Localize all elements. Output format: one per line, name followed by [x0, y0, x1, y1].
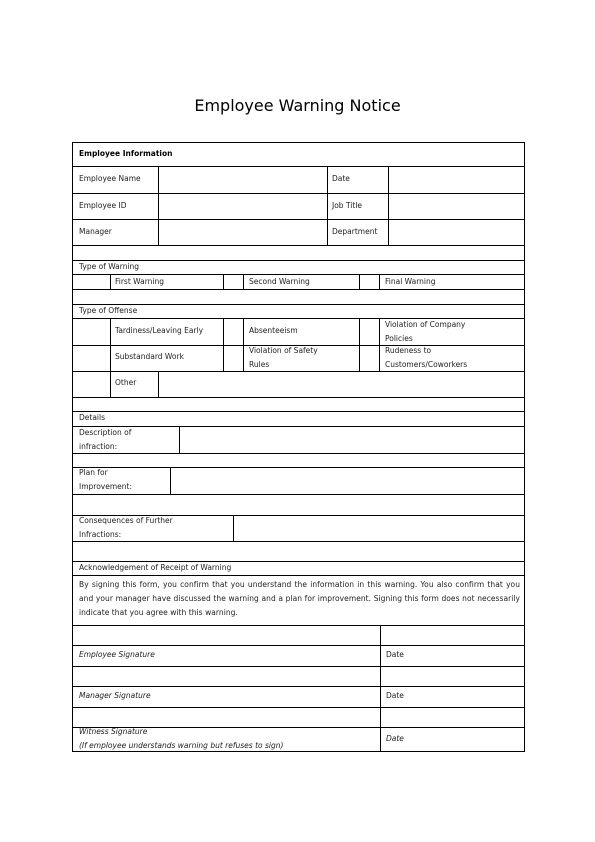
page-title: Employee Warning Notice [194, 96, 401, 115]
employee-id-field[interactable] [159, 194, 327, 219]
first-warning-checkbox[interactable] [74, 275, 110, 289]
warning-type-header: Type of Warning [79, 262, 140, 271]
second-warning-checkbox[interactable] [224, 275, 243, 289]
plan-field[interactable] [171, 468, 524, 494]
manager-date-label: Date [386, 691, 404, 700]
consequences-field[interactable] [234, 516, 524, 541]
second-warning-label: Second Warning [249, 277, 310, 286]
employee-info-header: Employee Information [79, 149, 173, 158]
details-header: Details [79, 413, 106, 422]
safety-violation-label-line1: Violation of Safety [249, 346, 318, 355]
description-label-line2: infraction: [79, 442, 118, 451]
department-field[interactable] [389, 220, 524, 245]
job-title-field[interactable] [389, 194, 524, 219]
substandard-checkbox[interactable] [74, 346, 110, 371]
manager-signature-label: Manager Signature [79, 691, 151, 700]
safety-violation-checkbox[interactable] [224, 346, 243, 371]
acknowledgement-header: Acknowledgement of Receipt of Warning [79, 563, 232, 572]
manager-field[interactable] [159, 220, 327, 245]
other-checkbox[interactable] [74, 372, 110, 397]
warning-form [72, 142, 525, 752]
description-label-line1: Description of [79, 428, 132, 437]
date-label: Date [332, 174, 350, 183]
other-field[interactable] [159, 372, 524, 397]
employee-signature-label: Employee Signature [79, 650, 155, 659]
acknowledgement-text: By signing this form, you confirm that you understand the information in this warning. You also confirm that you and your manager have discussed the warning and a plan for improvement. Signing this form does not necessarily indicate that you agree with this warning. [79, 580, 520, 617]
rudeness-checkbox[interactable] [360, 346, 379, 371]
other-label: Other [115, 378, 137, 387]
employee-signature-field[interactable] [74, 626, 380, 666]
tardiness-checkbox[interactable] [74, 319, 110, 345]
safety-violation-label-line2: Rules [249, 360, 270, 369]
date-field[interactable] [389, 167, 524, 193]
plan-label-line2: Improvement: [79, 482, 132, 491]
consequences-label-line2: Infractions: [79, 530, 122, 539]
substandard-label: Substandard Work [115, 352, 184, 361]
absenteeism-checkbox[interactable] [224, 319, 243, 345]
employee-name-label: Employee Name [79, 174, 141, 183]
policy-violation-label-line2: Policies [385, 334, 413, 343]
absenteeism-label: Absenteeism [249, 326, 298, 335]
department-label: Department [332, 227, 378, 236]
witness-date-label: Date [386, 734, 404, 743]
description-field[interactable] [180, 427, 524, 453]
manager-signature-field[interactable] [74, 667, 380, 707]
consequences-label-line1: Consequences of Further [79, 516, 173, 525]
witness-signature-field[interactable] [74, 708, 380, 751]
plan-label-line1: Plan for [79, 468, 108, 477]
employee-name-field[interactable] [159, 167, 327, 193]
job-title-label: Job Title [332, 201, 363, 210]
rudeness-label-line2: Customers/Coworkers [385, 360, 468, 369]
final-warning-label: Final Warning [385, 277, 436, 286]
witness-note: (If employee understands warning but refuses to sign) [79, 741, 284, 750]
final-warning-checkbox[interactable] [360, 275, 379, 289]
employee-date-label: Date [386, 650, 404, 659]
tardiness-label: Tardiness/Leaving Early [115, 326, 204, 335]
witness-signature-label: Witness Signature [79, 727, 148, 736]
policy-violation-checkbox[interactable] [360, 319, 379, 345]
policy-violation-label-line1: Violation of Company [385, 320, 466, 329]
offense-type-header: Type of Offense [79, 306, 138, 315]
employee-id-label: Employee ID [79, 201, 127, 210]
manager-label: Manager [79, 227, 112, 236]
rudeness-label-line1: Rudeness to [385, 346, 432, 355]
first-warning-label: First Warning [115, 277, 165, 286]
